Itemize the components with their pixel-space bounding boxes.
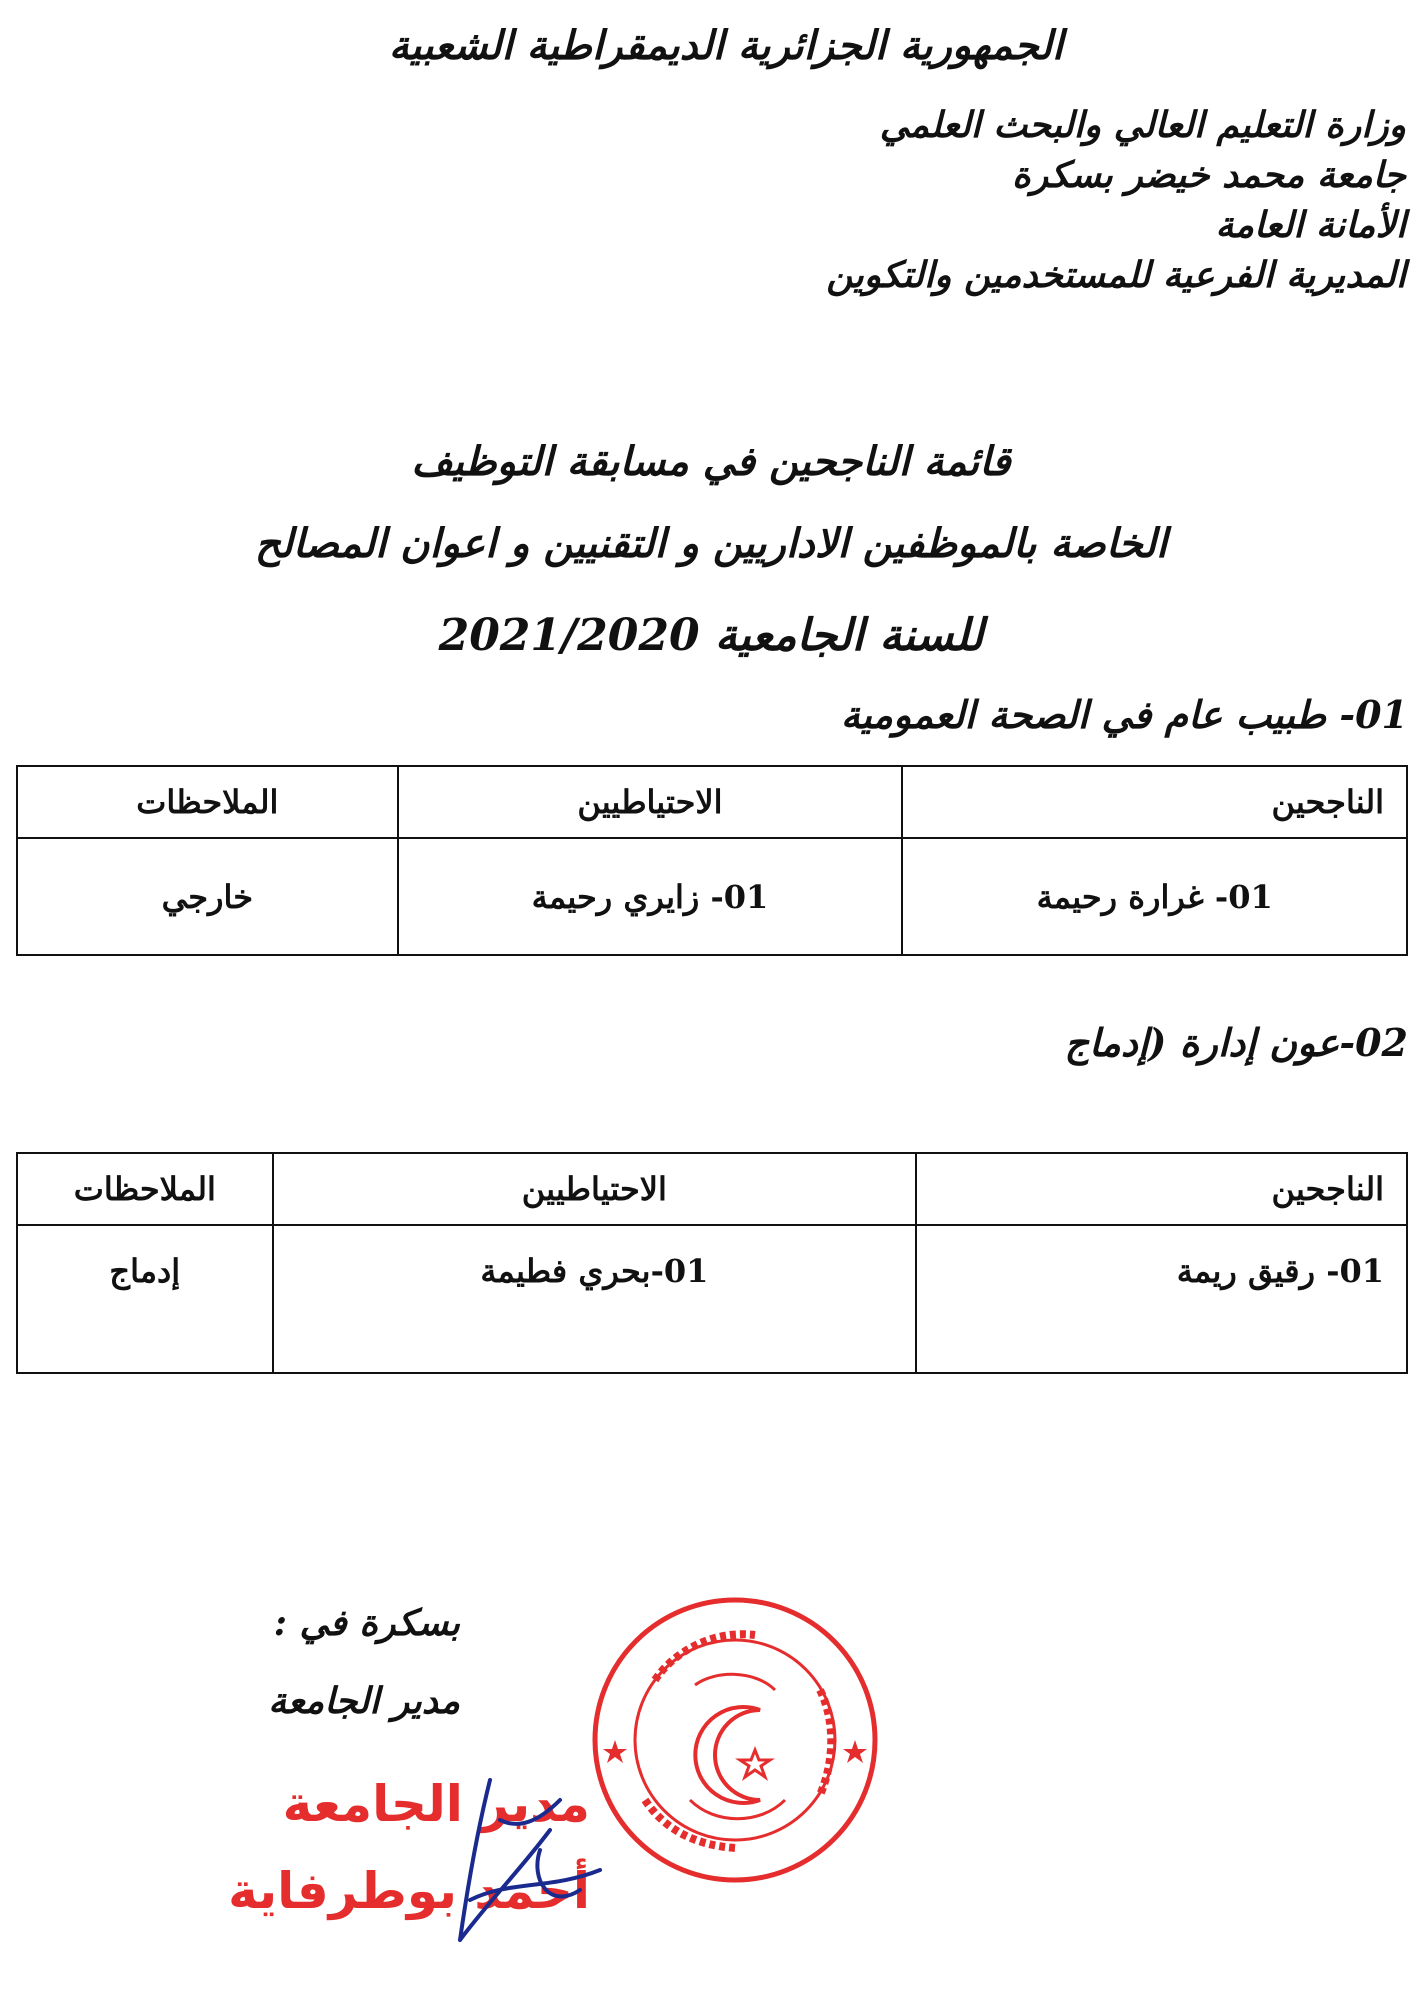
results-table [16, 1152, 1408, 1374]
remark-cell: إدماج [17, 1225, 273, 1373]
institution-header [706, 100, 1406, 300]
column-header-winners: الناجحين [902, 766, 1407, 838]
remark-cell: خارجي [17, 838, 398, 955]
document-subtitle: الخاصة بالموظفين الاداريين و التقنيين و اعوان المصالح [254, 520, 1168, 567]
winner-cell: 01- غرارة رحيمة [902, 838, 1407, 955]
column-header-winners: الناجحين [916, 1153, 1407, 1225]
ministry-name: وزارة التعليم العالي والبحث العلمي [879, 104, 1406, 146]
section-heading: 02-عون إدارة (إدماج [1064, 1020, 1408, 1065]
general-secretariat: الأمانة العامة [1215, 204, 1406, 246]
section-heading: 01- طبيب عام في الصحة العمومية [840, 692, 1408, 737]
column-header-reserves: الاحتياطيين [273, 1153, 917, 1225]
reserve-cell: 01- زايري رحيمة [398, 838, 903, 955]
table-header-row [17, 766, 1407, 838]
table-header-row [17, 1153, 1407, 1225]
results-table [16, 765, 1408, 956]
place-date-line: بسكرة في : [273, 1602, 460, 1644]
official-seal-icon [585, 1590, 885, 1890]
table-row [17, 1225, 1407, 1373]
sub-directorate: المديرية الفرعية للمستخدمين والتكوين [826, 254, 1406, 296]
column-header-reserves: الاحتياطيين [398, 766, 903, 838]
academic-year: للسنة الجامعية 2021/2020 [438, 610, 984, 661]
column-header-remarks: الملاحظات [17, 766, 398, 838]
university-name: جامعة محمد خيضر بسكرة [1012, 154, 1406, 196]
document-title: قائمة الناجحين في مسابقة التوظيف [411, 438, 1011, 485]
winner-cell: 01- رقيق ريمة [916, 1225, 1407, 1373]
table-row [17, 838, 1407, 955]
reserve-cell: 01-بحري فطيمة [273, 1225, 917, 1373]
director-title: مدير الجامعة [268, 1680, 460, 1722]
signature-stamp-title: مدير الجامعة [282, 1775, 590, 1833]
signature-stamp-name: أحمد بوطرفاية [228, 1862, 590, 1920]
column-header-remarks: الملاحظات [17, 1153, 273, 1225]
republic-name: الجمهورية الجزائرية الديمقراطية الشعبية [388, 22, 1064, 69]
